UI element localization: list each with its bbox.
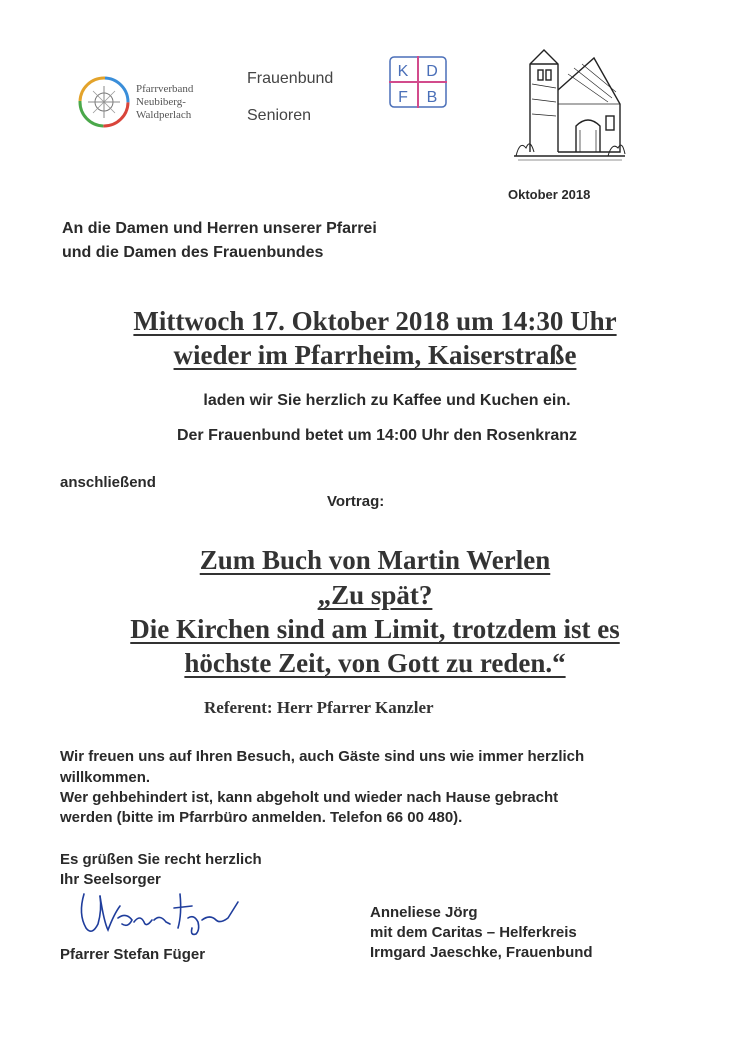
body-line-3: Wer gehbehindert ist, kann abgeholt und wieder nach Hause gebracht (60, 789, 559, 806)
pfarrverband-line-2: Neubiberg- (136, 96, 186, 108)
right-signer-line-1: Anneliese Jörg (370, 904, 478, 921)
talk-title-line-2: „Zu spät? (317, 580, 433, 610)
event-title-line-1: Mittwoch 17. Oktober 2018 um 14:30 Uhr (133, 306, 617, 336)
body-line-1: Wir freuen uns auf Ihren Besuch, auch Gäste sind uns wie immer herzlich (60, 748, 585, 765)
vortrag-label: Vortrag: (327, 493, 385, 510)
pfarrverband-logo (74, 72, 134, 132)
talk-title-line-3: Die Kirchen sind am Limit, trotzdem ist es (130, 614, 620, 644)
talk-title-line-4: höchste Zeit, von Gott zu reden.“ (184, 648, 566, 678)
kdfb-letter-d: D (426, 63, 438, 80)
kdfb-letter-k: K (397, 63, 409, 80)
invite-line-2: Der Frauenbund betet um 14:00 Uhr den Rosenkranz (176, 427, 578, 444)
body-line-2: willkommen. (60, 769, 151, 786)
address-line-1: An die Damen und Herren unserer Pfarrei (62, 220, 377, 237)
anschliessend-label: anschließend (60, 474, 156, 491)
pfarrverband-line-1: Pfarrverband (136, 83, 194, 95)
talk-title-line-1: Zum Buch von Martin Werlen (199, 545, 551, 575)
right-signer-line-3: Irmgard Jaeschke, Frauenbund (370, 944, 593, 961)
pastor-name: Pfarrer Stefan Füger (60, 946, 206, 963)
invite-line-1: laden wir Sie herzlich zu Kaffee und Kuchen ein. (203, 392, 571, 409)
body-line-4: werden (bitte im Pfarrbüro anmelden. Telefon 66 00 480). (60, 809, 463, 826)
pfarrverband-line-3: Waldperlach (136, 109, 192, 121)
church-drawing (512, 44, 627, 164)
referent-line: Referent: Herr Pfarrer Kanzler (204, 698, 434, 717)
event-title-line-2: wieder im Pfarrheim, Kaiserstraße (173, 340, 577, 370)
address-line-2: und die Damen des Frauenbundes (62, 244, 324, 261)
greeting-line-2: Ihr Seelsorger (60, 871, 161, 888)
kdfb-letter-b: B (426, 89, 438, 106)
kdfb-logo (389, 56, 447, 108)
handwritten-signature (70, 884, 250, 942)
date-label: Oktober 2018 (508, 187, 591, 202)
kdfb-letter-f: F (398, 89, 408, 106)
frauenbund-label: Frauenbund (247, 70, 334, 87)
greeting-line-1: Es grüßen Sie recht herzlich (60, 851, 262, 868)
right-signer-line-2: mit dem Caritas – Helferkreis (370, 924, 577, 941)
senioren-label: Senioren (247, 107, 312, 124)
